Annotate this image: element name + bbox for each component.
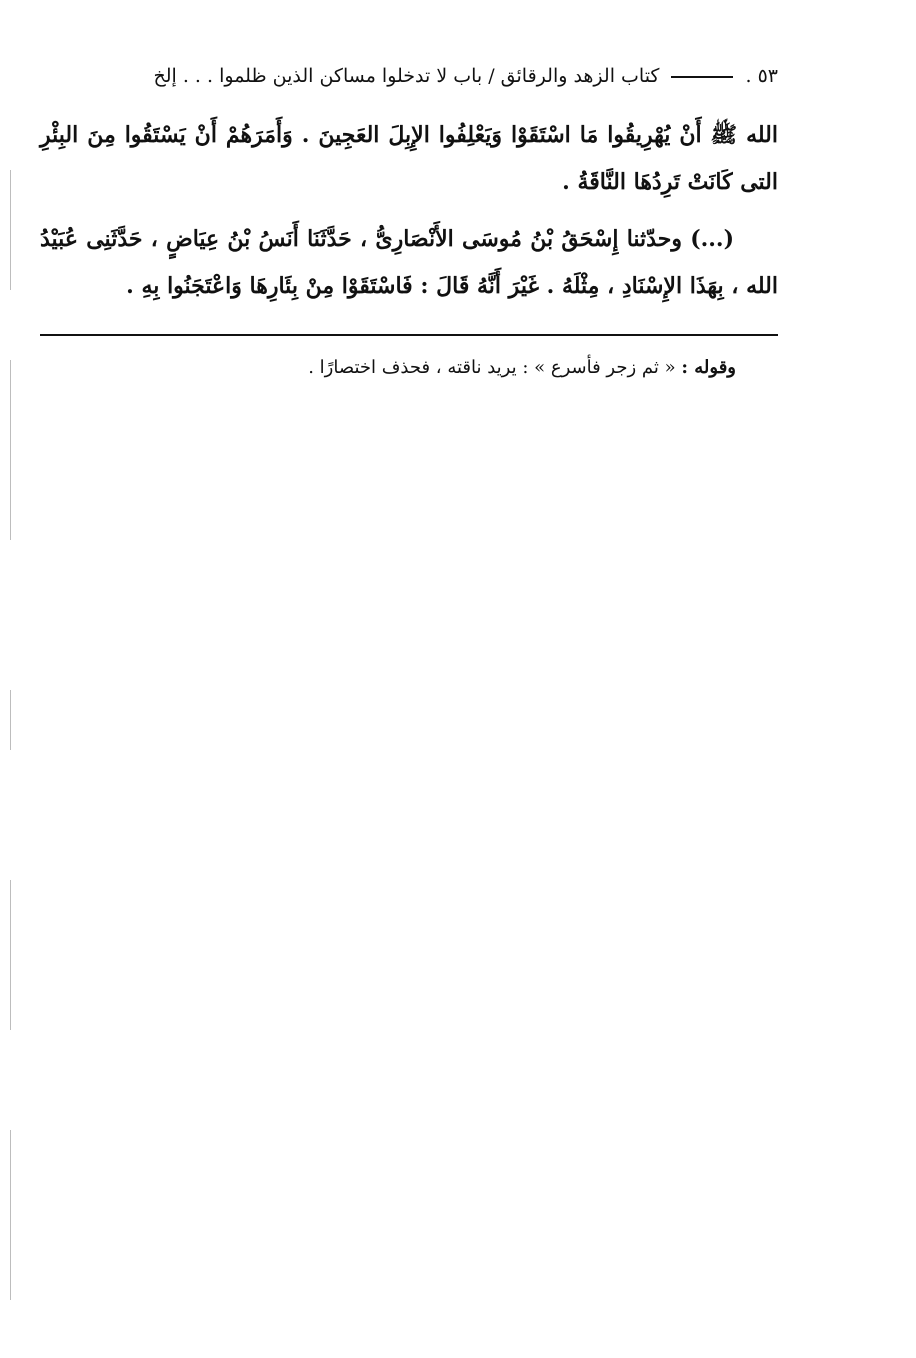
footnote-text: « ثم زجر فأسرع » : يريد ناقته ، فحذف اختصارًا .: [308, 357, 682, 378]
header-rule: [671, 76, 733, 78]
paragraph-2: (...) وحدّثنا إِسْحَقُ بْنُ مُوسَى الأَنْصَارِىُّ ، حَدَّثَنَا أَنَسُ بْنُ عِيَاضٍ ، حَدَّثَنِى عُبَيْدُ الله ، بِهَذَا الإِسْنَادِ ، مِثْلَهُ . غَيْرَ أَنَّهُ قَالَ : فَاسْتَقَوْا مِنْ بِئَارِهَا وَاعْتَجَنُوا بِهِ .: [40, 226, 778, 299]
running-title: كتاب الزهد والرقائق / باب لا تدخلوا مساكن الذين ظلموا . . . إلخ: [153, 65, 660, 87]
footnote: [40, 352, 736, 384]
main-text: [40, 112, 778, 310]
running-header: [40, 60, 778, 92]
scan-edge-mark: [10, 690, 11, 750]
scan-edge-mark: [10, 170, 11, 290]
page-number: ٥٣ .: [745, 65, 778, 87]
scan-edge-mark: [10, 1130, 11, 1300]
paragraph-1: الله ﷺ أَنْ يُهْرِيقُوا مَا اسْتَقَوْا وَيَعْلِفُوا الإِبِلَ العَجِينَ . وَأَمَرَهُمْ أَنْ يَسْتَقُوا مِنَ البِئْرِ التى كَانَتْ تَرِدُهَا النَّاقَةُ .: [40, 122, 778, 195]
footnote-lead: وقوله :: [681, 357, 736, 378]
scan-edge-mark: [10, 360, 11, 540]
scan-edge-mark: [10, 880, 11, 1030]
footnote-separator: [40, 334, 778, 336]
